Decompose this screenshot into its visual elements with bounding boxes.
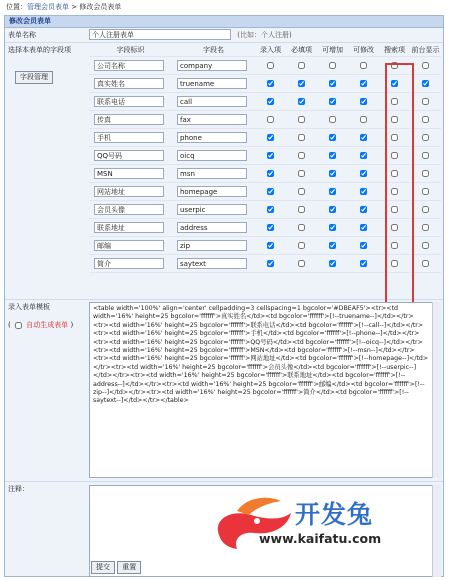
breadcrumb-prefix: 位置： [6,3,27,11]
addable-checkbox[interactable] [329,152,336,159]
column-header: 字段名 [172,43,255,57]
field-name-input[interactable] [177,222,247,233]
frontend-display-checkbox[interactable] [422,116,429,123]
input-checkbox[interactable] [267,260,274,267]
watermark-url: www.kaifatu.com [259,531,382,546]
fields-label: 选择本表单的字段项 [8,46,71,54]
addable-checkbox[interactable] [329,116,336,123]
searchable-checkbox[interactable] [391,80,398,87]
column-header: 录入项 [255,43,286,57]
watermark-logo [207,491,432,559]
template-textarea[interactable] [89,302,441,478]
frontend-display-checkbox[interactable] [422,206,429,213]
editable-checkbox[interactable] [360,116,367,123]
column-header: 可增加 [317,43,348,57]
field-name-input[interactable] [177,204,247,215]
input-checkbox[interactable] [267,242,274,249]
editable-checkbox[interactable] [360,224,367,231]
editable-checkbox[interactable] [360,62,367,69]
auto-generate-paren-open: ( [8,321,11,329]
form-name-label: 表单名称 [8,31,36,39]
searchable-checkbox[interactable] [391,206,398,213]
notes-scrollbar[interactable] [432,485,441,577]
field-row [89,57,441,75]
addable-checkbox[interactable] [329,260,336,267]
editable-checkbox[interactable] [360,80,367,87]
input-checkbox[interactable] [267,152,274,159]
addable-checkbox[interactable] [329,134,336,141]
input-checkbox[interactable] [267,80,274,87]
field-ident-input[interactable] [94,222,164,233]
input-checkbox[interactable] [267,116,274,123]
template-scrollbar[interactable] [432,302,441,478]
field-manage-button[interactable]: 字段管理 [15,71,53,84]
searchable-checkbox[interactable] [391,170,398,177]
field-name-input[interactable] [177,78,247,89]
field-name-input[interactable] [177,186,247,197]
field-row [89,93,441,111]
required-checkbox[interactable] [298,188,305,195]
watermark-text: 开发兔 [295,500,374,529]
template-row [5,300,443,482]
column-header: 字段标识 [89,43,172,57]
input-checkbox[interactable] [267,98,274,105]
searchable-checkbox[interactable] [391,152,398,159]
editable-checkbox[interactable] [360,260,367,267]
frontend-display-checkbox[interactable] [422,98,429,105]
required-checkbox[interactable] [298,152,305,159]
field-ident-input[interactable] [94,132,164,143]
field-row [89,183,441,201]
frontend-display-checkbox[interactable] [422,170,429,177]
frontend-display-checkbox[interactable] [422,260,429,267]
editable-checkbox[interactable] [360,188,367,195]
field-name-input[interactable] [177,258,247,269]
notes-label: 注释： [8,485,29,493]
field-name-input[interactable] [177,150,247,161]
field-row [89,237,441,255]
field-ident-input[interactable] [94,204,164,215]
addable-checkbox[interactable] [329,188,336,195]
auto-generate-option [8,320,73,330]
field-row [89,165,441,183]
fields-table [89,43,441,273]
field-row [89,147,441,165]
required-checkbox[interactable] [298,206,305,213]
frontend-display-checkbox[interactable] [422,80,429,87]
field-row [89,255,441,273]
auto-generate-label[interactable]: 自动生成表单 [26,321,69,329]
addable-checkbox[interactable] [329,224,336,231]
column-header: 搜索项 [379,43,410,57]
editable-checkbox[interactable] [360,242,367,249]
searchable-checkbox[interactable] [391,134,398,141]
addable-checkbox[interactable] [329,80,336,87]
addable-checkbox[interactable] [329,98,336,105]
editable-checkbox[interactable] [360,152,367,159]
form-name-hint: (比如：个人注册) [237,30,292,39]
editable-checkbox[interactable] [360,170,367,177]
field-name-input[interactable] [177,240,247,251]
column-header: 必填项 [286,43,317,57]
breadcrumb [0,0,450,15]
field-name-input[interactable] [177,96,247,107]
field-ident-input[interactable] [94,240,164,251]
field-ident-input[interactable] [94,168,164,179]
searchable-checkbox[interactable] [391,224,398,231]
field-ident-input[interactable] [94,186,164,197]
breadcrumb-current: 修改会员表单 [79,3,122,11]
searchable-checkbox[interactable] [391,188,398,195]
required-checkbox[interactable] [298,260,305,267]
form-buttons [91,561,141,574]
required-checkbox[interactable] [298,242,305,249]
searchable-checkbox[interactable] [391,260,398,267]
required-checkbox[interactable] [298,224,305,231]
searchable-checkbox[interactable] [391,98,398,105]
fields-header-row [89,43,441,57]
frontend-display-checkbox[interactable] [422,134,429,141]
searchable-checkbox[interactable] [391,242,398,249]
field-row [89,111,441,129]
input-checkbox[interactable] [267,170,274,177]
addable-checkbox[interactable] [329,170,336,177]
frontend-display-checkbox[interactable] [422,224,429,231]
field-ident-input[interactable] [94,96,164,107]
field-ident-input[interactable] [94,114,164,125]
required-checkbox[interactable] [298,170,305,177]
column-header: 前台显示 [410,43,441,57]
editable-checkbox[interactable] [360,206,367,213]
field-ident-input[interactable] [94,78,164,89]
field-ident-input[interactable] [94,150,164,161]
addable-checkbox[interactable] [329,62,336,69]
breadcrumb-link-manage-forms[interactable]: 管理会员表单 [27,3,69,11]
field-name-input[interactable] [177,60,247,71]
required-checkbox[interactable] [298,80,305,87]
frontend-display-checkbox[interactable] [422,242,429,249]
frontend-display-checkbox[interactable] [422,188,429,195]
field-ident-input[interactable] [94,60,164,71]
required-checkbox[interactable] [298,98,305,105]
field-row [89,201,441,219]
fields-row [5,43,443,300]
input-checkbox[interactable] [267,224,274,231]
input-checkbox[interactable] [267,188,274,195]
addable-checkbox[interactable] [329,206,336,213]
auto-generate-paren-close: ) [70,321,74,329]
editable-checkbox[interactable] [360,134,367,141]
required-checkbox[interactable] [298,134,305,141]
frontend-display-checkbox[interactable] [422,152,429,159]
searchable-checkbox[interactable] [391,116,398,123]
template-label: 录入表单模板 [8,303,50,311]
form-name-row [5,28,443,43]
column-header: 可修改 [348,43,379,57]
field-ident-input[interactable] [94,258,164,269]
required-checkbox[interactable] [298,116,305,123]
input-checkbox[interactable] [267,62,274,69]
submit-button[interactable]: 提交 [91,561,115,574]
addable-checkbox[interactable] [329,242,336,249]
searchable-checkbox[interactable] [391,62,398,69]
form-name-input[interactable] [89,29,231,40]
field-row [89,219,441,237]
editable-checkbox[interactable] [360,98,367,105]
reset-button[interactable]: 重置 [117,561,141,574]
field-row [89,75,441,93]
field-name-input[interactable] [177,114,247,125]
panel-title: 修改会员表单 [5,16,443,28]
frontend-display-checkbox[interactable] [422,62,429,69]
input-checkbox[interactable] [267,206,274,213]
field-row [89,129,441,147]
field-name-input[interactable] [177,168,247,179]
input-checkbox[interactable] [267,134,274,141]
breadcrumb-separator: > [69,3,80,11]
required-checkbox[interactable] [298,62,305,69]
auto-generate-checkbox[interactable] [15,322,22,329]
field-name-input[interactable] [177,132,247,143]
